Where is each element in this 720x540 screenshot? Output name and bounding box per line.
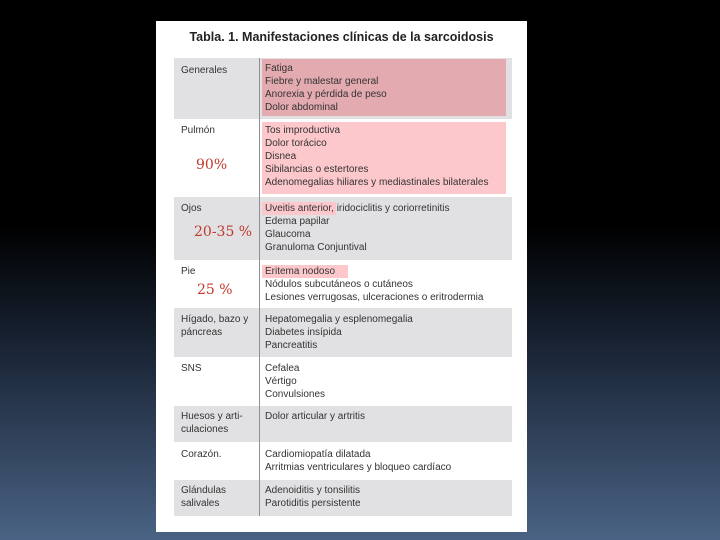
list-item: Cefalea	[265, 363, 300, 374]
items-cell	[265, 62, 510, 114]
items-cell	[265, 124, 510, 189]
list-item: Granuloma Conjuntival	[265, 242, 367, 253]
table-row	[174, 480, 512, 516]
list-item: Arritmias ventriculares y bloqueo cardíaco	[265, 462, 452, 473]
document-page	[156, 21, 527, 532]
list-item: Parotiditis persistente	[265, 498, 361, 509]
items-cell	[265, 362, 510, 401]
list-item: Disnea	[265, 151, 297, 162]
list-item: Hepatomegalia y esplenomegalia	[265, 314, 413, 325]
list-item: Dolor articular y artritis	[265, 411, 366, 422]
handwritten-percentage: 90%	[196, 157, 228, 173]
table-title: Tabla. 1. Manifestaciones clínicas de la sarcoidosis	[189, 30, 494, 44]
table-row	[174, 442, 512, 481]
list-item: Convulsiones	[265, 389, 326, 400]
list-item: Edema papilar	[265, 216, 330, 227]
list-item: Glaucoma	[265, 229, 311, 240]
items-cell	[265, 448, 510, 474]
category-cell: Ojos	[181, 203, 202, 214]
list-item: Pancreatitis	[265, 340, 318, 351]
table-row	[174, 308, 512, 358]
table-row	[174, 58, 512, 120]
category-cell: Generales	[181, 65, 228, 76]
handwritten-percentage: 25 %	[197, 282, 233, 298]
category-cell: Pie	[181, 266, 196, 277]
list-item: Anorexia y pérdida de peso	[265, 89, 387, 100]
list-item: Sibilancias o estertores	[265, 164, 369, 175]
list-item: Fatiga	[265, 63, 293, 74]
list-item: Nódulos subcutáneos o cutáneos	[265, 279, 413, 290]
table-row	[174, 406, 512, 443]
list-item: Lesiones verrugosas, ulceraciones o eritrodermia	[265, 292, 484, 303]
table-row	[174, 260, 512, 309]
items-cell	[265, 313, 510, 352]
list-item: Uveitis anterior, iridociclitis y coriorretinitis	[265, 203, 450, 214]
list-item: Diabetes insípida	[265, 327, 342, 338]
items-cell	[265, 410, 510, 423]
category-cell: Hígado, bazo y páncreas	[181, 314, 249, 338]
list-item: Tos improductiva	[265, 125, 341, 136]
items-cell	[265, 202, 510, 254]
manifestations-table	[174, 58, 512, 531]
category-cell: Corazón.	[181, 449, 222, 460]
items-cell	[265, 265, 510, 304]
list-item: Adenoiditis y tonsilitis	[265, 485, 361, 496]
list-item: Fiebre y malestar general	[265, 76, 379, 87]
category-cell: Pulmón	[181, 125, 215, 136]
category-cell: Huesos y arti-culaciones	[181, 411, 243, 435]
list-item: Eritema nodoso	[265, 266, 336, 277]
table-row	[174, 119, 512, 198]
list-item: Dolor torácico	[265, 138, 327, 149]
items-cell	[265, 484, 510, 510]
list-item: Dolor abdominal	[265, 102, 338, 113]
list-item: Adenomegalias hiliares y mediastinales bilaterales	[265, 177, 489, 188]
category-cell: SNS	[181, 363, 202, 374]
table-row	[174, 357, 512, 407]
handwritten-percentage: 20-35 %	[194, 224, 253, 240]
list-item: Vértigo	[265, 376, 297, 387]
table-row	[174, 197, 512, 261]
list-item: Cardiomiopatía dilatada	[265, 449, 371, 460]
category-cell: Glándulas salivales	[181, 485, 227, 509]
